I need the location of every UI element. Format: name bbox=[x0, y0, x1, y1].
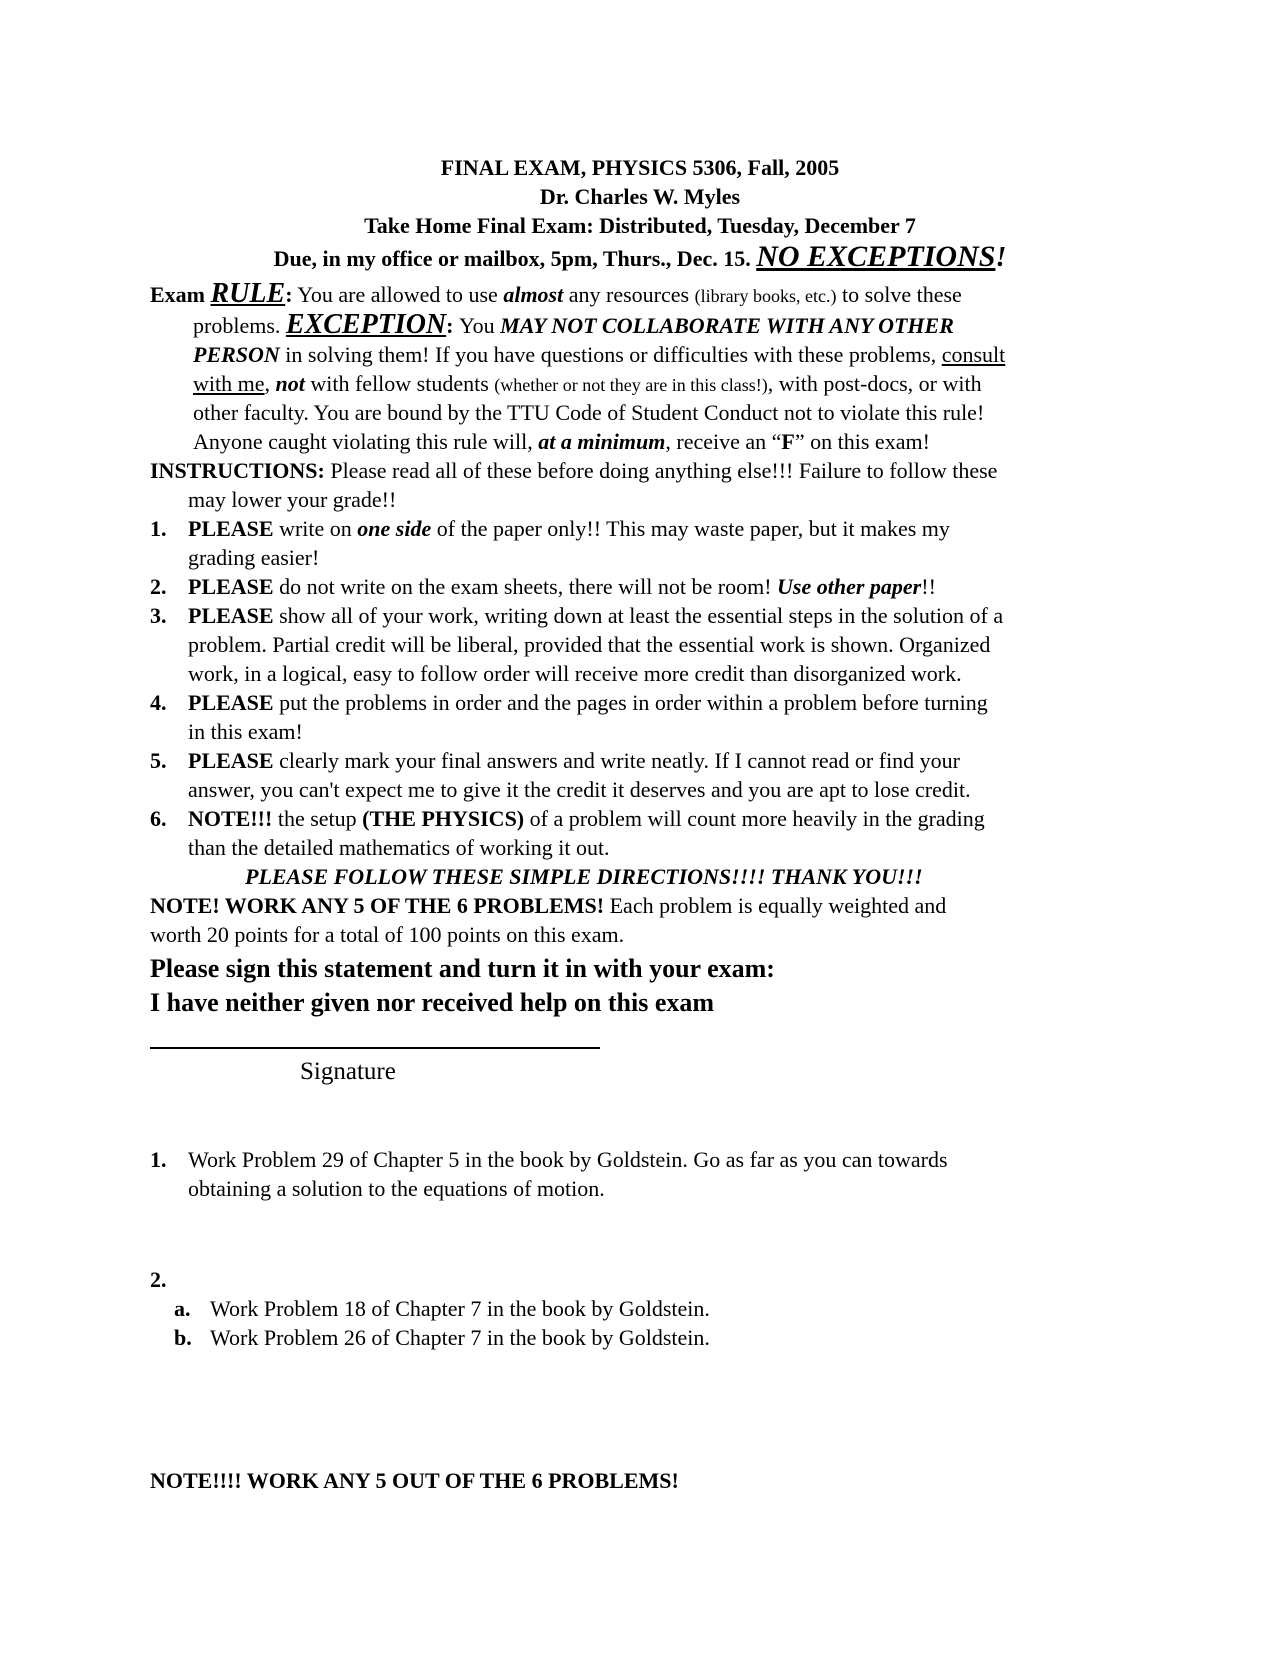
directions-thanks: PLEASE FOLLOW THESE SIMPLE DIRECTIONS!!!! THANK YOU!!! bbox=[245, 864, 923, 889]
instruction-4-num: 4. bbox=[150, 690, 167, 715]
rule-l4b: , bbox=[264, 371, 276, 396]
note-line-1 bbox=[150, 891, 946, 920]
note-line-2: worth 20 points for a total of 100 points on this exam. bbox=[150, 922, 625, 947]
rule-l4f: , with post-docs, or with bbox=[767, 371, 982, 396]
signature-line bbox=[150, 1047, 600, 1049]
rule-line-4 bbox=[193, 369, 982, 400]
rule-l3a: PERSON bbox=[193, 342, 280, 367]
rule-line-1 bbox=[150, 279, 962, 311]
rule-l2a: problems. bbox=[193, 313, 286, 338]
problem-2b-label: b. bbox=[174, 1325, 192, 1350]
instruction-3-cont-1: problem. Partial credit will be liberal, provided that the essential work is shown. Organized bbox=[188, 632, 991, 657]
problem-1-line-2: obtaining a solution to the equations of motion. bbox=[188, 1176, 605, 1201]
instructor-name: Dr. Charles W. Myles bbox=[539, 184, 741, 209]
instruction-5-cont: answer, you can't expect me to give it the credit it deserves and you are apt to lose credit. bbox=[188, 777, 971, 802]
distribution-line: Take Home Final Exam: Distributed, Tuesday, December 7 bbox=[364, 213, 916, 238]
statement-line-1: Please sign this statement and turn it in with your exam: bbox=[150, 954, 775, 983]
no-exceptions-bang: ! bbox=[995, 242, 1007, 273]
rule-line-6 bbox=[193, 427, 930, 456]
instruction-1-b: of the paper only!! This may waste paper, but it makes my bbox=[431, 516, 950, 541]
rule-l6d: F bbox=[781, 429, 795, 454]
instruction-4 bbox=[188, 688, 988, 717]
rule-word: RULE bbox=[210, 278, 286, 309]
instruction-2-em: Use other paper bbox=[777, 574, 922, 599]
instruction-6-b: of a problem will count more heavily in the grading bbox=[524, 806, 985, 831]
rule-l4e: (whether or not they are in this class!) bbox=[494, 375, 768, 395]
rule-lead: Exam bbox=[150, 282, 205, 307]
instruction-6-em: (THE PHYSICS) bbox=[362, 806, 525, 831]
signature-label: Signature bbox=[300, 1058, 396, 1085]
instruction-2-b: !! bbox=[921, 574, 936, 599]
instruction-2-a: do not write on the exam sheets, there will not be room! bbox=[273, 574, 778, 599]
instruction-5-num: 5. bbox=[150, 748, 167, 773]
instruction-1-a: write on bbox=[273, 516, 358, 541]
instruction-2 bbox=[188, 572, 936, 601]
note-rest: Each problem is equally weighted and bbox=[604, 893, 947, 918]
problem-1-line-1: Work Problem 29 of Chapter 5 in the book by Goldstein. Go as far as you can towards bbox=[188, 1147, 948, 1172]
instructions-label: INSTRUCTIONS: bbox=[150, 458, 325, 483]
instruction-6-a: the setup bbox=[272, 806, 363, 831]
rule-l2d: MAY NOT COLLABORATE WITH ANY OTHER bbox=[500, 313, 954, 338]
no-exceptions: NO EXCEPTIONS bbox=[756, 240, 996, 273]
instruction-6 bbox=[188, 804, 985, 833]
rule-l4a: with me bbox=[193, 371, 265, 396]
instruction-3 bbox=[188, 601, 1003, 630]
problem-2a-label: a. bbox=[174, 1296, 191, 1321]
instructions-line-1 bbox=[150, 456, 997, 485]
rule-l2c: You bbox=[458, 313, 501, 338]
instruction-3-lead: PLEASE bbox=[188, 603, 274, 628]
instruction-1 bbox=[188, 514, 950, 543]
instruction-2-lead: PLEASE bbox=[188, 574, 274, 599]
instruction-1-num: 1. bbox=[150, 516, 167, 541]
footer-note: NOTE!!!! WORK ANY 5 OUT OF THE 6 PROBLEMS! bbox=[150, 1468, 679, 1493]
rule-line-2 bbox=[193, 310, 954, 340]
instructions-text: Please read all of these before doing anything else!!! Failure to follow these bbox=[324, 458, 998, 483]
rule-colon: : bbox=[285, 282, 293, 307]
problem-1-num: 1. bbox=[150, 1147, 167, 1172]
rule-text-1: You are allowed to use bbox=[292, 282, 504, 307]
due-text: Due, in my office or mailbox, 5pm, Thurs., Dec. 15. bbox=[273, 246, 751, 271]
instruction-6-cont: than the detailed mathematics of working it out. bbox=[188, 835, 610, 860]
rule-text-2: any resources bbox=[563, 282, 695, 307]
instruction-4-lead: PLEASE bbox=[188, 690, 274, 715]
instruction-5 bbox=[188, 746, 960, 775]
rule-line-3 bbox=[193, 340, 1005, 369]
instruction-6-num: 6. bbox=[150, 806, 167, 831]
problem-2-num: 2. bbox=[150, 1267, 167, 1292]
instruction-3-num: 3. bbox=[150, 603, 167, 628]
exception-word: EXCEPTION bbox=[285, 309, 447, 340]
rule-l4d: with fellow students bbox=[304, 371, 495, 396]
instruction-6-lead: NOTE!!! bbox=[188, 806, 273, 831]
due-line bbox=[0, 242, 1280, 273]
rule-almost: almost bbox=[503, 282, 564, 307]
instruction-4-a: put the problems in order and the pages in order within a problem before turning bbox=[273, 690, 988, 715]
rule-l3c: consult bbox=[941, 342, 1006, 367]
rule-l6c: , receive an “ bbox=[665, 429, 782, 454]
rule-l3b: in solving them! If you have questions or difficulties with these problems, bbox=[279, 342, 942, 367]
instruction-1-em: one side bbox=[357, 516, 432, 541]
rule-l4c: not bbox=[275, 371, 305, 396]
instructions-line-2: may lower your grade!! bbox=[188, 487, 397, 512]
rule-text-3: to solve these bbox=[836, 282, 962, 307]
instruction-4-cont: in this exam! bbox=[188, 719, 303, 744]
rule-l6a: Anyone caught violating this rule will, bbox=[193, 429, 539, 454]
note-bold: NOTE! WORK ANY 5 OF THE 6 PROBLEMS! bbox=[150, 893, 605, 918]
instruction-2-num: 2. bbox=[150, 574, 167, 599]
instruction-5-lead: PLEASE bbox=[188, 748, 274, 773]
rule-paren: (library books, etc.) bbox=[694, 286, 837, 306]
exam-title: FINAL EXAM, PHYSICS 5306, Fall, 2005 bbox=[440, 155, 840, 180]
instruction-1-lead: PLEASE bbox=[188, 516, 274, 541]
instruction-1-cont: grading easier! bbox=[188, 545, 320, 570]
rule-l2b: : bbox=[446, 313, 459, 338]
rule-l6b: at a minimum bbox=[538, 429, 666, 454]
instruction-3-cont-2: work, in a logical, easy to follow order will receive more credit than disorganized work. bbox=[188, 661, 962, 686]
rule-line-5: other faculty. You are bound by the TTU Code of Student Conduct not to violate this rule! bbox=[193, 400, 985, 425]
instruction-5-a: clearly mark your final answers and write neatly. If I cannot read or find your bbox=[273, 748, 961, 773]
problem-2a: Work Problem 18 of Chapter 7 in the book by Goldstein. bbox=[210, 1296, 710, 1321]
statement-line-2: I have neither given nor received help on this exam bbox=[150, 988, 715, 1017]
rule-l6e: ” on this exam! bbox=[794, 429, 930, 454]
instruction-3-a: show all of your work, writing down at least the essential steps in the solution of a bbox=[273, 603, 1004, 628]
problem-2b: Work Problem 26 of Chapter 7 in the book by Goldstein. bbox=[210, 1325, 710, 1350]
